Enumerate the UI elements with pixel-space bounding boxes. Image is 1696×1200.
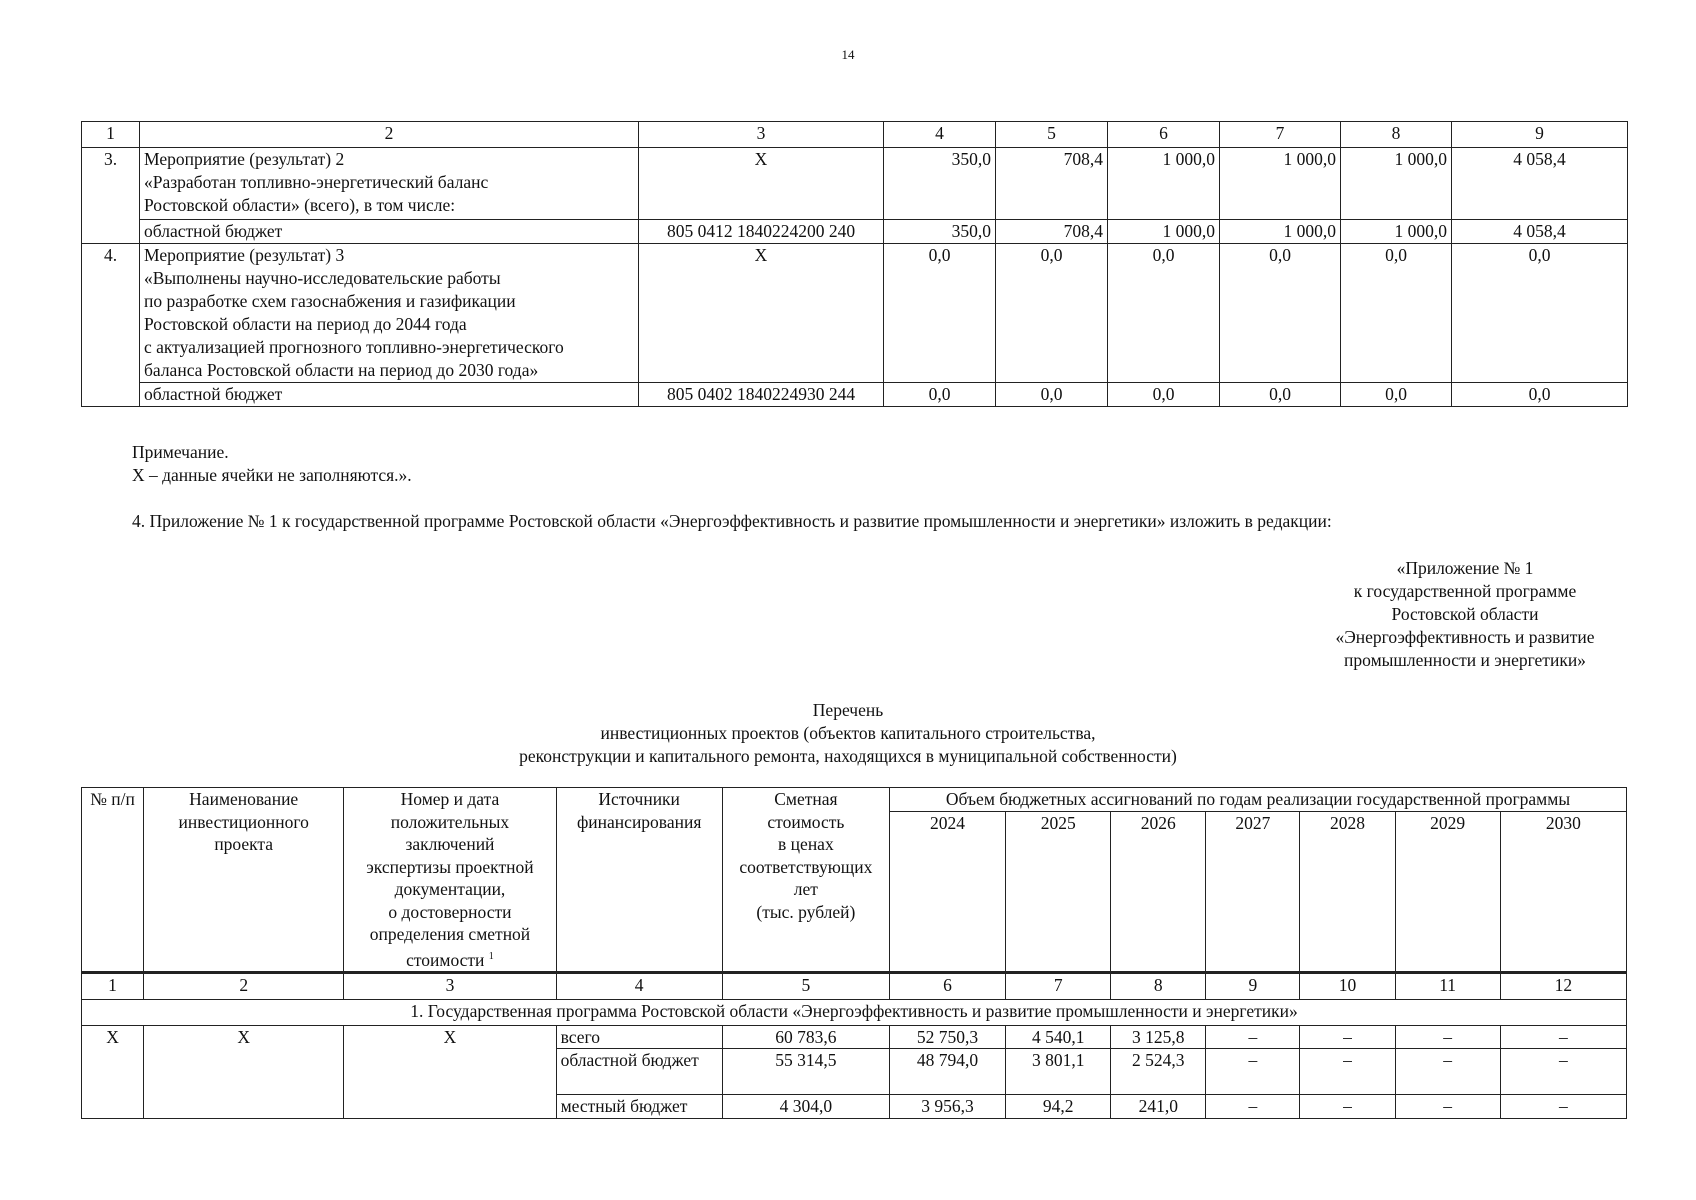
value-cell: 94,2 bbox=[1006, 1095, 1111, 1119]
header-expertise-line: заключений bbox=[405, 834, 495, 854]
value-cell: 1 000,0 bbox=[1220, 220, 1341, 244]
note-title: Примечание. bbox=[132, 442, 229, 462]
event-name-line: «Выполнены научно-исследовательские работы bbox=[144, 268, 501, 288]
header-year: 2024 bbox=[889, 811, 1005, 972]
value-cell: 48 794,0 bbox=[889, 1049, 1005, 1095]
value-cell: – bbox=[1300, 1049, 1395, 1095]
header-year: 2028 bbox=[1300, 811, 1395, 972]
value-cell: 3 956,3 bbox=[889, 1095, 1005, 1119]
header-expertise-line: положительных bbox=[390, 811, 510, 832]
header-expertise-line: определения сметной bbox=[369, 924, 531, 944]
header-expertise-line: Номер и дата bbox=[400, 789, 500, 809]
cost-cell: 4 304,0 bbox=[722, 1095, 889, 1119]
cost-cell: 55 314,5 bbox=[722, 1049, 889, 1095]
column-number: 11 bbox=[1395, 972, 1500, 999]
value-cell: 1 000,0 bbox=[1108, 148, 1220, 220]
row-mark: X bbox=[82, 1025, 144, 1118]
value-cell: 0,0 bbox=[996, 383, 1108, 407]
value-cell: 0,0 bbox=[1341, 383, 1452, 407]
column-number: 9 bbox=[1206, 972, 1300, 999]
event-name-line: Ростовской области на период до 2044 года bbox=[144, 314, 467, 334]
row-mark: X bbox=[344, 1025, 556, 1118]
table1-header-cell: 2 bbox=[140, 122, 639, 148]
header-expertise-line: документации, bbox=[394, 879, 506, 899]
table1-header-cell: 1 bbox=[82, 122, 140, 148]
header-cost-line: соответствующих bbox=[739, 856, 873, 877]
appendix-line: «Энергоэффективность и развитие bbox=[1335, 627, 1595, 647]
header-cost-line: лет bbox=[793, 879, 818, 899]
value-cell: 350,0 bbox=[884, 148, 996, 220]
value-cell: 0,0 bbox=[884, 244, 996, 383]
table1-header-row bbox=[82, 122, 1628, 148]
title-line: инвестиционных проектов (объектов капитального строительства, bbox=[600, 723, 1096, 743]
value-cell: 0,0 bbox=[1108, 244, 1220, 383]
value-cell: – bbox=[1206, 1095, 1300, 1119]
header-cost-line: Сметная bbox=[774, 789, 838, 809]
column-number: 7 bbox=[1006, 972, 1111, 999]
value-cell: 350,0 bbox=[884, 220, 996, 244]
funding-source: областной бюджет bbox=[556, 1049, 722, 1095]
table-row bbox=[82, 148, 1628, 220]
header-year: 2026 bbox=[1111, 811, 1206, 972]
table1-header-cell: 7 bbox=[1220, 122, 1341, 148]
table1-header-cell: 4 bbox=[884, 122, 996, 148]
event-name-line: баланса Ростовской области на период до 2030 года» bbox=[144, 360, 539, 380]
header-cost-line: (тыс. рублей) bbox=[756, 901, 856, 922]
value-cell: – bbox=[1395, 1025, 1500, 1049]
value-cell: 0,0 bbox=[1452, 383, 1628, 407]
section-title: 1. Государственная программа Ростовской области «Энергоэффективность и развитие промышленности и энергетики» bbox=[82, 999, 1627, 1025]
column-number: 2 bbox=[144, 972, 344, 999]
event-name-line: Мероприятие (результат) 3 bbox=[144, 245, 345, 265]
header-expertise-last: стоимости bbox=[406, 949, 485, 970]
appendix-heading bbox=[1290, 557, 1640, 672]
value-cell: – bbox=[1500, 1049, 1626, 1095]
value-cell: – bbox=[1206, 1025, 1300, 1049]
header-expertise bbox=[344, 788, 556, 973]
table2-numbers-row bbox=[82, 972, 1627, 999]
column-number: 4 bbox=[556, 972, 722, 999]
value-cell: – bbox=[1300, 1025, 1395, 1049]
header-year: 2030 bbox=[1500, 811, 1626, 972]
row-number: 3. bbox=[82, 148, 140, 244]
table1-header-cell: 9 bbox=[1452, 122, 1628, 148]
investment-projects-table bbox=[81, 787, 1627, 1119]
header-expertise-line: о достоверности bbox=[388, 901, 512, 922]
value-cell: – bbox=[1206, 1049, 1300, 1095]
appendix-line: «Приложение № 1 bbox=[1396, 558, 1534, 578]
value-cell: 1 000,0 bbox=[1220, 148, 1341, 220]
header-year: 2025 bbox=[1006, 811, 1111, 972]
header-year: 2027 bbox=[1206, 811, 1300, 972]
header-year: 2029 bbox=[1395, 811, 1500, 972]
cost-cell: 60 783,6 bbox=[722, 1025, 889, 1049]
header-expertise-line: экспертизы проектной bbox=[366, 856, 534, 877]
value-cell: 708,4 bbox=[996, 220, 1108, 244]
value-cell: – bbox=[1395, 1049, 1500, 1095]
value-cell: 0,0 bbox=[1452, 244, 1628, 383]
column-number: 6 bbox=[889, 972, 1005, 999]
table-row bbox=[82, 220, 1628, 244]
event-name-line: с актуализацией прогнозного топливно-энергетического bbox=[144, 337, 564, 357]
value-cell: 0,0 bbox=[1341, 244, 1452, 383]
value-cell: 3 801,1 bbox=[1006, 1049, 1111, 1095]
value-cell: 52 750,3 bbox=[889, 1025, 1005, 1049]
document-title bbox=[0, 699, 1696, 768]
row-mark: X bbox=[144, 1025, 344, 1118]
value-cell: 1 000,0 bbox=[1108, 220, 1220, 244]
value-cell: 241,0 bbox=[1111, 1095, 1206, 1119]
value-cell: 0,0 bbox=[1220, 244, 1341, 383]
column-number: 5 bbox=[722, 972, 889, 999]
table1-header-cell: 5 bbox=[996, 122, 1108, 148]
value-cell: 0,0 bbox=[996, 244, 1108, 383]
budget-code: X bbox=[639, 244, 884, 383]
appendix-line: промышленности и энергетики» bbox=[1344, 650, 1586, 670]
amendment-paragraph: 4. Приложение № 1 к государственной программе Ростовской области «Энергоэффективность и развитие промышленности и энергетики» изложить в редакции: bbox=[132, 511, 1332, 531]
value-cell: 708,4 bbox=[996, 148, 1108, 220]
title-line: Перечень bbox=[812, 700, 884, 720]
header-expertise-line bbox=[348, 946, 551, 971]
table-row bbox=[82, 1025, 1627, 1049]
value-cell: 0,0 bbox=[1220, 383, 1341, 407]
value-cell: 0,0 bbox=[884, 383, 996, 407]
funding-source: областной бюджет bbox=[140, 220, 639, 244]
header-cost bbox=[722, 788, 889, 973]
column-number: 3 bbox=[344, 972, 556, 999]
value-cell: 4 058,4 bbox=[1452, 148, 1628, 220]
budget-code: X bbox=[639, 148, 884, 220]
value-cell: 1 000,0 bbox=[1341, 148, 1452, 220]
budget-code: 805 0402 1840224930 244 bbox=[639, 383, 884, 407]
event-name-line: по разработке схем газоснабжения и газификации bbox=[144, 291, 516, 311]
table-row bbox=[82, 383, 1628, 407]
appendix-line: Ростовской области bbox=[1391, 604, 1539, 624]
value-cell: 4 058,4 bbox=[1452, 220, 1628, 244]
header-volume: Объем бюджетных ассигнований по годам реализации государственной программы bbox=[889, 788, 1626, 812]
value-cell: 1 000,0 bbox=[1341, 220, 1452, 244]
budget-code: 805 0412 1840224200 240 bbox=[639, 220, 884, 244]
table1-header-cell: 3 bbox=[639, 122, 884, 148]
appendix-line: к государственной программе bbox=[1353, 581, 1577, 601]
event-name-line: Мероприятие (результат) 2 bbox=[144, 149, 345, 169]
event-name-line: «Разработан топливно-энергетический баланс bbox=[144, 172, 489, 192]
value-cell: 0,0 bbox=[1108, 383, 1220, 407]
value-cell: – bbox=[1500, 1025, 1626, 1049]
value-cell: 2 524,3 bbox=[1111, 1049, 1206, 1095]
column-number: 12 bbox=[1500, 972, 1626, 999]
column-number: 10 bbox=[1300, 972, 1395, 999]
value-cell: – bbox=[1300, 1095, 1395, 1119]
header-project-name: Наименование инвестиционного проекта bbox=[144, 788, 344, 973]
event-name bbox=[140, 244, 639, 383]
table-row bbox=[82, 244, 1628, 383]
header-cost-line: в ценах bbox=[778, 834, 834, 854]
value-cell: – bbox=[1395, 1095, 1500, 1119]
funding-source: областной бюджет bbox=[140, 383, 639, 407]
section-row bbox=[82, 999, 1627, 1025]
funding-source: всего bbox=[556, 1025, 722, 1049]
value-cell: – bbox=[1500, 1095, 1626, 1119]
page-number: 14 bbox=[841, 47, 855, 62]
table2-header-row bbox=[82, 788, 1627, 812]
row-number: 4. bbox=[82, 244, 140, 407]
value-cell: 3 125,8 bbox=[1111, 1025, 1206, 1049]
value-cell: 4 540,1 bbox=[1006, 1025, 1111, 1049]
events-table bbox=[81, 121, 1628, 407]
table1-header-cell: 6 bbox=[1108, 122, 1220, 148]
column-number: 8 bbox=[1111, 972, 1206, 999]
event-name-line: Ростовской области» (всего), в том числе: bbox=[144, 195, 456, 215]
header-cost-line: стоимость bbox=[767, 811, 845, 832]
header-sources: Источники финансирования bbox=[556, 788, 722, 973]
column-number: 1 bbox=[82, 972, 144, 999]
table1-header-cell: 8 bbox=[1341, 122, 1452, 148]
note-text: X – данные ячейки не заполняются.». bbox=[132, 465, 412, 485]
event-name bbox=[140, 148, 639, 220]
title-line: реконструкции и капитального ремонта, находящихся в муниципальной собственности) bbox=[519, 746, 1177, 766]
funding-source: местный бюджет bbox=[556, 1095, 722, 1119]
header-number: № п/п bbox=[82, 788, 144, 973]
footnote-mark: 1 bbox=[488, 950, 494, 962]
